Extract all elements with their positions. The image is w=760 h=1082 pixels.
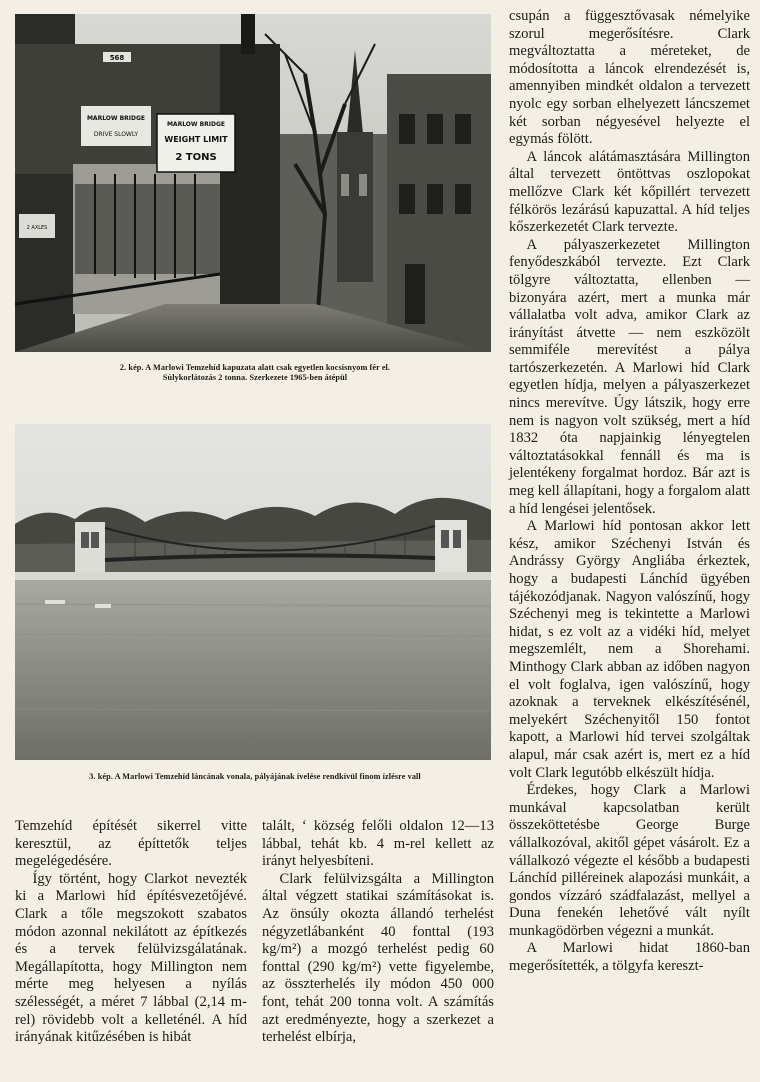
sign-number: 568 [109,54,125,62]
photo1-caption-line1: 2. kép. A Marlowi Temzehíd kapuzata alatt csak egyetlen kocsisnyom fér el. [119,363,391,372]
sign-small: 2 AXLES [26,225,48,231]
photo-bridge-river [15,424,491,760]
photo1-caption [20,363,490,383]
left-column [15,818,247,1047]
river-bridge-illustration [15,424,491,760]
middle-column [262,818,494,1047]
photo-bridge-gateway [15,14,491,352]
right-paragraph-5: Érdekes, hogy Clark a Marlowi munkával kapcsolatban került összeköttetésbe George Burge vállalkozóval, akitől gépet vásárolt. Ez a vállalkozó végezte el később a budapesti Lánchíd pilléreinek alapozási munkáit, a gondos vízzáró szádfalazást, mellyel a Duna fenekén lehetővé vált nyílt munkagödörben végezni a munkát. [509,782,750,939]
middle-paragraph-2: Clark felülvizsgálta a Millington által végzett statikai számításokat is. Az önsúly okozta állandó terhelést négyzetlábanként 40 fonttal (193 kg/m²) a mozgó terhelést pedig 60 fonttal (290 kg/m²) vette figyelembe, az összterhelés ily módon 450 000 font, tehát 200 tonna volt. A számítás azt eredményezte, hogy a szerkezet a terhelést elbírja, [262,870,494,1046]
right-paragraph-3: A pályaszerkezetet Millington fenyődeszkából tervezte. Ezt Clark tölgyre változtatta, ellenben — bizonyára azért, mert a munka már vállalatba volt adva, amikor Clark az irányítást átvette — nem eszközölt semmiféle merevítést a pálya tartószerkezetén. A Marlowi híd Clark egyetlen hídja, melyen a pályaszerkezet nincs merevítve. Úgy látszik, hogy erre nem is nagyon volt szükség, mert a híd 1832 óta napjainkig lényegtelen változtatásokkal fennáll és ma is jelentékeny forgalmat hordoz. Bár azt is meg kell állapítani, hogy a forgalom alatt a híd lengései jelentősek. [509,236,750,517]
left-paragraph-2: Így történt, hogy Clarkot nevezték ki a Marlowi híd építésvezetőjévé. Clark a tőle megszokott szabatos módon azonnal nekilátott az építkezés és a tervek felülvizsgálatának. Megállapította, hogy Millington nem mérte meg helyesen a nyílás szélességét, a méret 7 lábbal (2,14 m-rel) rövidebb volt a kelleténél. A híd irányának kitűzésében is hibát [15,870,247,1046]
photo2-caption: 3. kép. A Marlowi Temzehíd láncának vonala, pályájának ívelése rendkívül finom ízlésre vall [89,772,421,781]
sign-right-line1: MARLOW BRIDGE [166,121,226,128]
sign-left-title: MARLOW BRIDGE [86,115,146,122]
right-paragraph-1: csupán a függesztővasak némelyike szorul megerősítésre. Clark megváltoztatta a méreteket, de módosította a láncok elrendezését is, amennyiben mindkét oldalon a tervezett nyolc egy sorban elhelyezett láncszemet két sorban négyesével helyezte el egymás fölött. [509,8,750,148]
sign-right-line3: 2 TONS [175,152,217,163]
sign-left-subtitle: DRIVE SLOWLY [93,131,139,138]
right-column [509,8,750,976]
middle-paragraph-1: talált, ‘ község felőli oldalon 12—13 lábbal, tehát kb. 4 m-rel kellett az irányt helyesbíteni. [262,818,494,870]
right-paragraph-4: A Marlowi híd pontosan akkor lett kész, amikor Széchenyi István és Andrássy György Angliába érkeztek, hogy a budapesti Lánchíd ügyében tájékozódjanak. Nagyon valószínű, hogy Széchenyi meg is tekintette a Marlowi hidat, s ez volt az a vidéki híd, melyet megszemlélt, nem a Shorehami. Minthogy Clark abban az időben nagyon el volt foglalva, igen valószínű, hogy azoknak a terveknek elkészítésénél, melyekért Széchenyitől 150 fontot kapott, a Marlowi híd tervei szolgáltak alapul, már csak azért is, mert ez a híd volt Clark legutóbb elkészült hídja. [509,518,750,781]
photo1-caption-line2: Súlykorlátozás 2 tonna. Szerkezete 1965-ben átépül [162,373,348,382]
gateway-illustration [15,14,491,352]
sign-right-line2: WEIGHT LIMIT [164,135,228,144]
right-paragraph-6: A Marlowi hidat 1860-ban megerősítették, a tölgyfa kereszt- [509,940,750,975]
left-paragraph-1: Temzehíd építését sikerrel vitte keresztül, az építtetők teljes megelégedésére. [15,818,247,870]
right-paragraph-2: A láncok alátámasztására Millington által tervezett öntöttvas oszlopokat mellőzve Clark két kőpillért tervezett félkörös lezárású kapuzattal. A híd teljes kőszerkezetét Clark tervezte. [509,148,750,236]
